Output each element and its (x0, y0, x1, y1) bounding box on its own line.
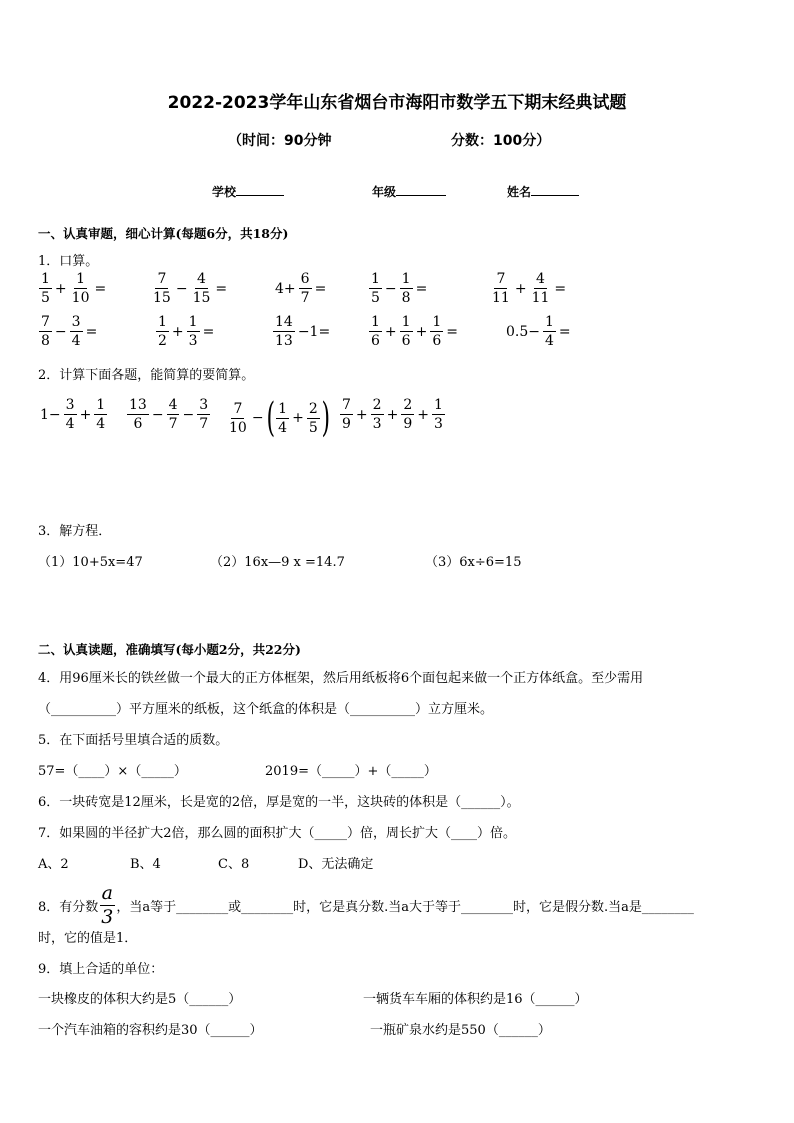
numerator: 7 (496, 271, 506, 287)
fraction (151, 272, 173, 305)
q4-line1: 4．用96厘米长的铁丝做一个最大的正方体框架，然后用纸板将6个面包起来做一个正方体纸盒。至少需用 (38, 671, 644, 686)
fraction (191, 272, 213, 305)
q9-label: 9．填上合适的单位： (38, 962, 164, 977)
q2-label: 2．计算下面各题，能简算的要简算。 (38, 368, 255, 383)
numerator: 3 (71, 314, 81, 330)
denominator: 7 (168, 416, 178, 432)
numerator: 3 (65, 397, 75, 413)
q8-prefix: 8．有分数 (38, 900, 99, 915)
fraction (490, 272, 512, 305)
fraction (197, 398, 210, 431)
parenthesis: ) (321, 395, 330, 441)
numerator: 1 (41, 271, 50, 287)
denominator: 11 (531, 290, 550, 306)
operator: = (85, 323, 98, 340)
denominator: 5 (371, 290, 380, 306)
numerator: 4 (168, 397, 178, 413)
q9-item-2: 一辆货车车厢的体积约是16（______） (363, 992, 588, 1007)
fraction (156, 315, 169, 348)
q7-option-b: B、4 (130, 857, 161, 872)
q9-item-3: 一个汽车油箱的容积约是30（______） (38, 1023, 263, 1038)
fraction (276, 402, 289, 435)
q7-option-a: A、2 (38, 857, 69, 872)
q4-line2: （__________）平方厘米的纸板，这个纸盒的体积是（__________）立方厘米。 (38, 702, 494, 717)
exam-score: 分数：100分） (451, 133, 551, 149)
denominator: 7 (199, 416, 209, 432)
numerator: 4 (197, 271, 206, 287)
numerator: 1 (371, 314, 380, 330)
fraction (530, 272, 552, 305)
denominator: 9 (342, 416, 351, 432)
denominator: 4 (65, 416, 75, 432)
numerator: 1 (432, 314, 442, 330)
fraction (227, 402, 249, 435)
fraction (400, 315, 413, 348)
parenthesis: ( (266, 395, 275, 441)
operator: = (202, 323, 215, 340)
oral-expr (155, 315, 216, 348)
page-title: 2022-2023学年山东省烟台市海阳市数学五下期末经典试题 (167, 93, 627, 113)
q5-label: 5．在下面括号里填合适的质数。 (38, 733, 229, 748)
numerator: 4 (536, 271, 545, 287)
denominator: 5 (308, 419, 318, 436)
calc-expr (38, 398, 108, 431)
oral-expr (368, 315, 460, 348)
denominator: 13 (275, 333, 293, 349)
fraction (432, 398, 445, 431)
operator: − (384, 280, 397, 297)
denominator: 8 (41, 333, 50, 349)
operator: + (292, 410, 304, 426)
fraction (64, 398, 77, 431)
denominator: 6 (371, 333, 380, 349)
operator: + (355, 406, 368, 423)
calc-expr (339, 398, 446, 431)
operator: = (446, 323, 458, 340)
q8-fraction-numerator: a (101, 882, 113, 904)
numerator: 6 (300, 271, 310, 287)
fraction (340, 398, 353, 431)
numerator: 7 (157, 271, 167, 287)
fraction (400, 272, 413, 305)
fraction (299, 272, 312, 305)
denominator: 4 (278, 419, 288, 436)
school-field (212, 182, 284, 200)
denominator: 4 (96, 416, 106, 432)
denominator: 4 (545, 333, 554, 349)
fraction (39, 315, 52, 348)
operator: −1= (297, 323, 331, 340)
operator: + (79, 406, 92, 423)
numerator: 1 (96, 397, 106, 413)
q5-b: 2019=（_____）+（_____） (265, 764, 437, 779)
numerator: 1 (76, 271, 86, 287)
numerator: 1 (545, 314, 554, 330)
operator: − (151, 406, 164, 423)
numerator: 1 (371, 271, 380, 287)
denominator: 6 (401, 333, 411, 349)
operator: − (251, 410, 264, 426)
name-label: 姓名 (507, 185, 532, 199)
numerator: 1 (188, 314, 198, 330)
denominator: 7 (300, 290, 310, 306)
numerator: 1 (278, 400, 288, 417)
oral-expr (38, 315, 99, 348)
operator: + (386, 406, 399, 423)
fraction (70, 315, 83, 348)
numerator: 3 (199, 397, 209, 413)
grade-field (372, 182, 446, 200)
calc-expr (226, 395, 330, 441)
fraction (371, 398, 384, 431)
equation-2: （2）16x—9 x =14.7 (210, 555, 345, 570)
numerator: 1 (158, 314, 167, 330)
denominator: 10 (71, 290, 90, 306)
q5-a: 57=（____）×（_____） (38, 764, 187, 779)
calc-expr (126, 398, 211, 431)
q8-line2: 时，它的值是1． (38, 931, 138, 946)
operator: = (415, 280, 428, 297)
operator: + (415, 323, 428, 340)
q8-line1 (38, 884, 694, 927)
school-label: 学校 (212, 185, 237, 199)
fraction (369, 315, 382, 348)
fraction (430, 315, 443, 348)
numerator: 7 (41, 314, 50, 330)
oral-expr (38, 272, 108, 305)
numerator: 2 (403, 397, 413, 413)
operator: = (94, 280, 107, 297)
fraction (369, 272, 382, 305)
oral-expr (368, 272, 429, 305)
denominator: 8 (401, 290, 411, 306)
numerator: 1 (433, 397, 443, 413)
q9-item-1: 一块橡皮的体积大约是5（______） (38, 992, 242, 1007)
denominator: 3 (372, 416, 382, 432)
section2-heading: 二、认真读题，准确填写(每小题2分，共22分) (38, 642, 301, 657)
operator: + (54, 280, 67, 297)
operator: 4+ (275, 280, 296, 297)
operator: + (384, 323, 397, 340)
operator: + (417, 406, 429, 423)
denominator: 15 (153, 290, 171, 306)
operator: + (171, 323, 184, 340)
fraction (401, 398, 414, 431)
operator: + (514, 280, 527, 297)
operator: = (314, 280, 327, 297)
numerator: 1 (401, 271, 411, 287)
operator: − (175, 280, 188, 297)
fraction (94, 398, 107, 431)
equation-3: （3）6x÷6=15 (425, 555, 522, 570)
q9-item-4: 一瓶矿泉水约是550（______） (370, 1023, 551, 1038)
name-field (507, 182, 579, 200)
q3-label: 3．解方程． (38, 524, 112, 539)
numerator: 1 (401, 314, 411, 330)
numerator: 7 (342, 397, 351, 413)
operator: 0.5− (506, 323, 540, 340)
operator: = (215, 280, 228, 297)
oral-expr (504, 315, 573, 348)
fraction (307, 402, 320, 435)
q7: 7．如果圆的半径扩大2倍，那么圆的面积扩大（_____）倍，周长扩大（____）倍。 (38, 826, 517, 841)
q7-option-c: C、8 (218, 857, 250, 872)
denominator: 15 (192, 290, 211, 306)
denominator: 10 (229, 419, 247, 436)
denominator: 3 (188, 333, 198, 349)
denominator: 3 (433, 416, 443, 432)
q8-fraction-denominator: 3 (101, 906, 114, 928)
q1-label: 1．口算。 (38, 254, 99, 269)
denominator: 9 (403, 416, 413, 432)
oral-expr (273, 272, 328, 305)
operator: = (554, 280, 567, 297)
equation-1: （1）10+5x=47 (38, 555, 143, 570)
denominator: 2 (158, 333, 167, 349)
denominator: 4 (71, 333, 81, 349)
numerator: 7 (233, 400, 243, 417)
fraction (39, 272, 52, 305)
oral-expr (150, 272, 229, 305)
operator: − (182, 406, 195, 423)
denominator: 6 (432, 333, 442, 349)
grade-label: 年级 (372, 185, 397, 199)
q8-rest: ，当a等于________或________时，它是真分数.当a大于等于________时，它是假分数.当a是________ (116, 900, 694, 915)
fraction (273, 315, 295, 348)
numerator: 13 (129, 397, 147, 413)
q7-option-d: D、无法确定 (298, 857, 374, 872)
fraction (187, 315, 200, 348)
operator: = (558, 323, 571, 340)
numerator: 2 (372, 397, 382, 413)
operator: 1− (40, 406, 61, 423)
denominator: 5 (41, 290, 50, 306)
fraction (167, 398, 180, 431)
numerator: 2 (308, 400, 318, 417)
q6: 6．一块砖宽是12厘米，长是宽的2倍，厚是宽的一半，这块砖的体积是（______）。 (38, 795, 520, 810)
oral-expr (489, 272, 568, 305)
oral-expr (272, 315, 332, 348)
q8-fraction (99, 884, 115, 927)
section1-heading: 一、认真审题，细心计算(每题6分，共18分) (38, 226, 289, 241)
denominator: 6 (133, 416, 143, 432)
fraction (543, 315, 556, 348)
fraction (127, 398, 149, 431)
denominator: 11 (492, 290, 510, 306)
exam-time: （时间：90分钟 (228, 133, 332, 149)
fraction (70, 272, 92, 305)
numerator: 14 (275, 314, 293, 330)
operator: − (54, 323, 67, 340)
